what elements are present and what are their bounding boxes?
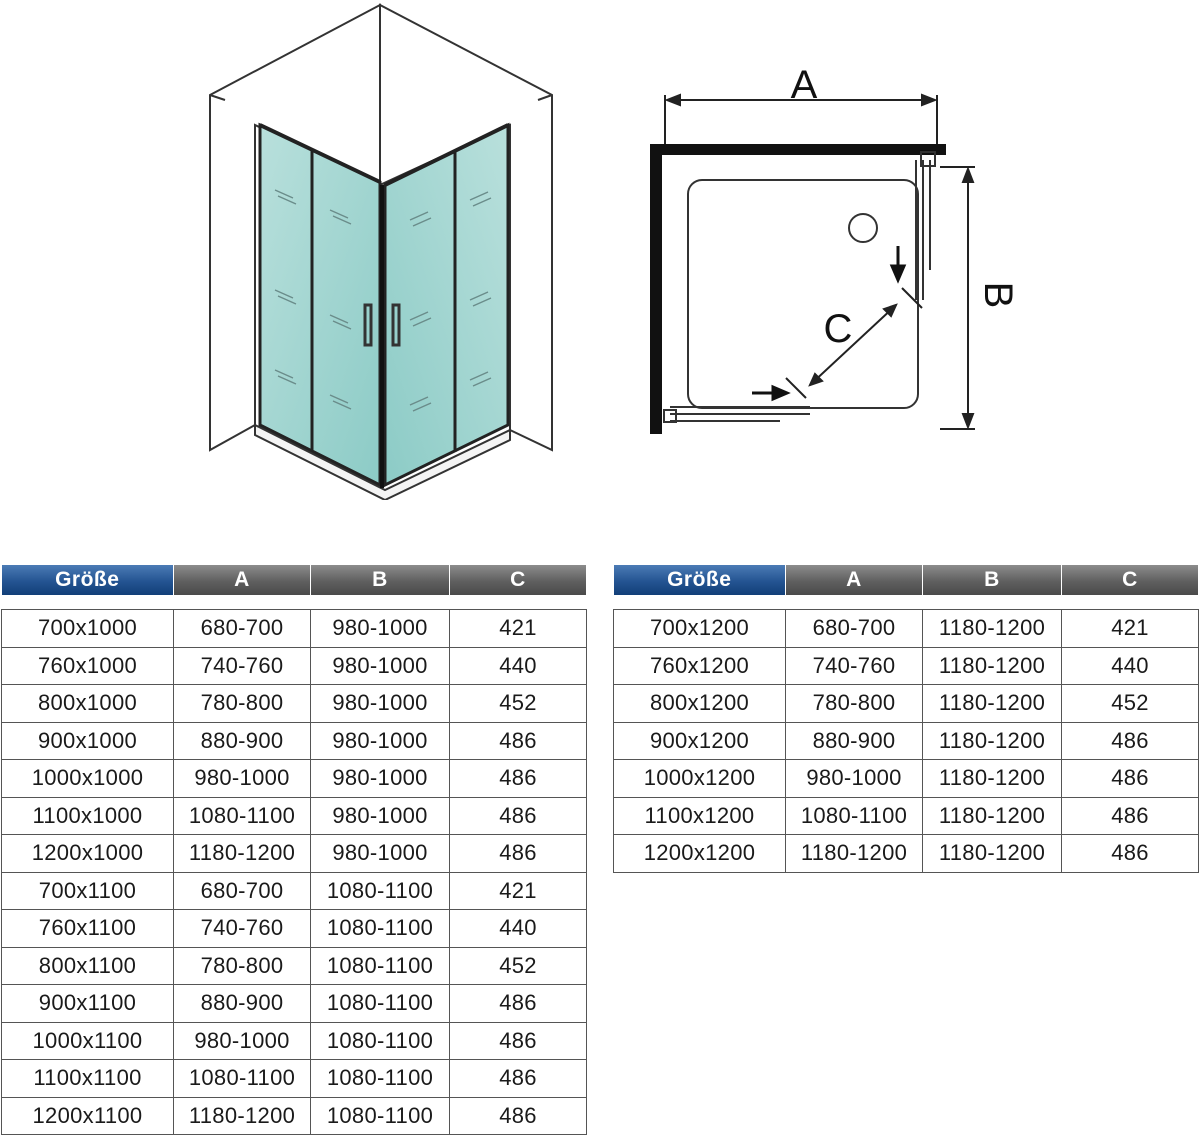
cell-b: 980-1000 [311,610,450,648]
cell-c: 421 [450,872,587,910]
cell-c: 452 [450,947,587,985]
cell-size: 800x1200 [614,685,786,723]
cell-b: 1180-1200 [923,722,1062,760]
cell-c: 486 [450,985,587,1023]
cell-a: 680-700 [174,610,311,648]
header-c: C [450,565,587,595]
table-row [2,685,587,723]
cell-b: 1180-1200 [923,647,1062,685]
dimension-c-label: C [823,307,853,351]
cell-b: 980-1000 [311,835,450,873]
drain-circle [849,214,877,242]
table-row [2,797,587,835]
header-a: A [786,565,923,595]
cell-b: 1080-1100 [311,872,450,910]
table-row [2,985,587,1023]
cell-a: 1080-1100 [174,1060,311,1098]
cell-size: 900x1200 [614,722,786,760]
table-header-row [614,565,1199,595]
cell-b: 1080-1100 [311,985,450,1023]
right-glass-panels [385,125,508,485]
cell-c: 486 [450,1097,587,1135]
table-row [2,947,587,985]
cell-b: 1080-1100 [311,947,450,985]
cell-c: 486 [450,797,587,835]
cell-a: 740-760 [174,647,311,685]
cell-size: 1000x1000 [2,760,174,798]
sliding-panels [664,152,935,422]
header-c: C [1062,565,1199,595]
cell-c: 452 [1062,685,1199,723]
cell-b: 1180-1200 [923,685,1062,723]
cell-size: 800x1100 [2,947,174,985]
cell-c: 486 [450,722,587,760]
cell-b: 980-1000 [311,722,450,760]
cell-a: 680-700 [786,610,923,648]
cell-c: 486 [1062,760,1199,798]
header-size: Größe [2,565,174,595]
plan-view-diagram [640,60,1020,450]
cell-a: 680-700 [174,872,311,910]
table-row [2,1060,587,1098]
cell-size: 1200x1200 [614,835,786,873]
cell-c: 486 [450,1022,587,1060]
header-a: A [174,565,311,595]
cell-size: 700x1200 [614,610,786,648]
tray-outline [688,180,918,408]
dimension-b-label: B [976,281,1020,309]
table-row [2,760,587,798]
cell-size: 1000x1200 [614,760,786,798]
table-row [614,760,1199,798]
cell-a: 980-1000 [174,760,311,798]
cell-b: 1080-1100 [311,910,450,948]
cell-b: 1080-1100 [311,1097,450,1135]
cell-size: 1200x1100 [2,1097,174,1135]
table-header-row [2,565,587,595]
cell-a: 1080-1100 [786,797,923,835]
cell-c: 486 [450,760,587,798]
cell-a: 1180-1200 [174,835,311,873]
cell-size: 760x1200 [614,647,786,685]
table-row [2,722,587,760]
shower-enclosure-illustration [200,0,570,500]
cell-a: 880-900 [786,722,923,760]
cell-a: 1080-1100 [174,797,311,835]
cell-size: 1100x1200 [614,797,786,835]
cell-size: 760x1000 [2,647,174,685]
cell-a: 980-1000 [174,1022,311,1060]
cell-a: 1180-1200 [786,835,923,873]
cell-c: 486 [1062,722,1199,760]
cell-a: 740-760 [174,910,311,948]
table-row [2,872,587,910]
cell-a: 880-900 [174,985,311,1023]
cell-b: 1180-1200 [923,760,1062,798]
table-row [614,722,1199,760]
cell-c: 486 [450,1060,587,1098]
cell-size: 700x1000 [2,610,174,648]
table-row [614,610,1199,648]
table-row [614,797,1199,835]
cell-c: 421 [1062,610,1199,648]
cell-b: 1180-1200 [923,835,1062,873]
dimension-a-label: A [790,63,818,107]
cell-a: 1180-1200 [174,1097,311,1135]
dimension-c [786,288,922,398]
header-size: Größe [614,565,786,595]
cell-size: 1000x1100 [2,1022,174,1060]
cell-size: 1100x1000 [2,797,174,835]
table-row [2,1022,587,1060]
table-row [614,685,1199,723]
table-row [2,835,587,873]
cell-c: 486 [450,835,587,873]
cell-a: 740-760 [786,647,923,685]
cell-a: 780-800 [174,685,311,723]
size-table-left [1,565,587,1135]
cell-c: 421 [450,610,587,648]
cell-c: 440 [450,910,587,948]
cell-c: 452 [450,685,587,723]
cell-b: 1180-1200 [923,610,1062,648]
cell-b: 980-1000 [311,797,450,835]
cell-b: 980-1000 [311,685,450,723]
table-row [2,1097,587,1135]
cell-c: 440 [1062,647,1199,685]
header-b: B [311,565,450,595]
table-row [614,647,1199,685]
cell-size: 760x1100 [2,910,174,948]
cell-size: 1200x1000 [2,835,174,873]
cell-a: 980-1000 [786,760,923,798]
left-glass-panels [260,125,380,485]
cell-size: 700x1100 [2,872,174,910]
cell-b: 1180-1200 [923,797,1062,835]
cell-size: 900x1000 [2,722,174,760]
table-row [2,910,587,948]
cell-c: 486 [1062,797,1199,835]
cell-size: 900x1100 [2,985,174,1023]
cell-b: 1080-1100 [311,1022,450,1060]
cell-b: 980-1000 [311,647,450,685]
cell-b: 1080-1100 [311,1060,450,1098]
table-row [2,647,587,685]
header-b: B [923,565,1062,595]
cell-size: 800x1000 [2,685,174,723]
size-table-right [613,565,1199,873]
cell-c: 486 [1062,835,1199,873]
cell-c: 440 [450,647,587,685]
cell-a: 880-900 [174,722,311,760]
cell-b: 980-1000 [311,760,450,798]
table-row [614,835,1199,873]
cell-a: 780-800 [786,685,923,723]
cell-size: 1100x1100 [2,1060,174,1098]
table-row [2,610,587,648]
dimension-b [940,167,975,429]
cell-a: 780-800 [174,947,311,985]
